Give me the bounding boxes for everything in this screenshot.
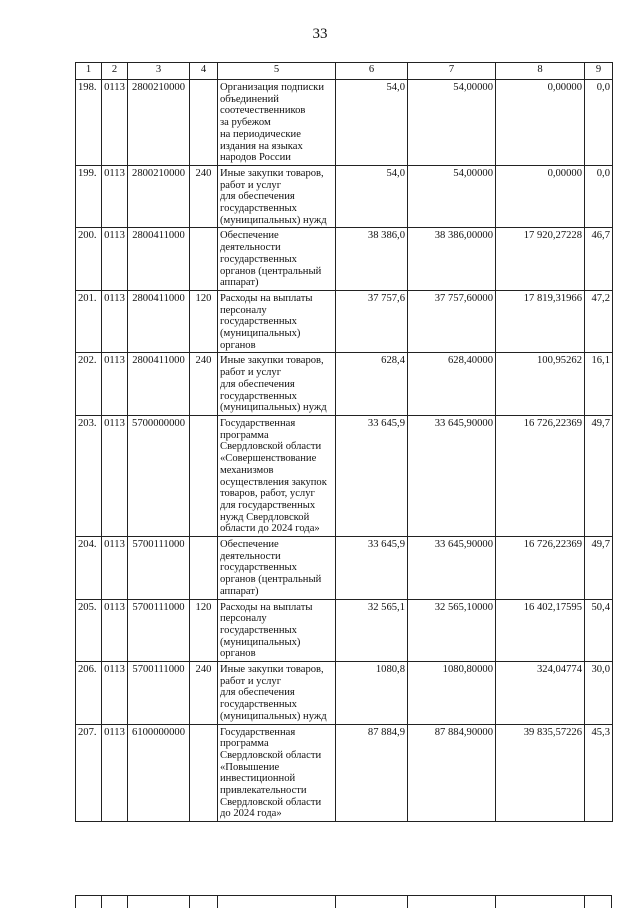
execution-percent: 49,7 (585, 537, 613, 600)
executed-amount: 0,00000 (496, 80, 585, 166)
table-row (76, 599, 613, 662)
budget-table (75, 62, 613, 822)
section-code: 0113 (102, 228, 128, 291)
section-code: 0113 (102, 537, 128, 600)
executed-amount: 16 726,22369 (496, 537, 585, 600)
refined-amount: 54,00000 (408, 165, 496, 228)
item-name: Иные закупки товаров, работ и услуг для обеспечения государственных (муниципальных) нужд (218, 353, 336, 416)
expense-type-code: 240 (190, 353, 218, 416)
target-article-code: 5700111000 (128, 599, 190, 662)
refined-amount: 628,40000 (408, 353, 496, 416)
row-number: 204. (76, 537, 102, 600)
execution-percent: 47,2 (585, 290, 613, 353)
approved-amount: 1080,8 (336, 662, 408, 725)
item-name: Иные закупки товаров, работ и услуг для обеспечения государственных (муниципальных) нужд (218, 165, 336, 228)
approved-amount: 54,0 (336, 80, 408, 166)
executed-amount: 0,00000 (496, 165, 585, 228)
refined-amount: 37 757,60000 (408, 290, 496, 353)
expense-type-code (190, 228, 218, 291)
executed-amount: 100,95262 (496, 353, 585, 416)
target-article-code: 2800411000 (128, 228, 190, 291)
item-name: Расходы на выплаты персоналу государственных (муниципальных) органов (218, 290, 336, 353)
target-article-code: 5700111000 (128, 662, 190, 725)
section-code: 0113 (102, 415, 128, 536)
refined-amount: 1080,80000 (408, 662, 496, 725)
table-row (76, 290, 613, 353)
executed-amount: 39 835,57226 (496, 724, 585, 822)
row-number: 200. (76, 228, 102, 291)
refined-amount: 38 386,00000 (408, 228, 496, 291)
executed-amount: 16 726,22369 (496, 415, 585, 536)
column-header-1: 1 (76, 63, 102, 80)
item-name: Обеспечение деятельности государственных органов (центральный аппарат) (218, 228, 336, 291)
expense-type-code (190, 537, 218, 600)
table-row (76, 80, 613, 166)
page-number: 33 (312, 26, 328, 42)
column-header-6: 6 (336, 63, 408, 80)
table-row (76, 724, 613, 822)
section-code: 0113 (102, 290, 128, 353)
item-name: Организация подписки объединений соотечественников за рубежом на периодические издания на языках народов России (218, 80, 336, 166)
refined-amount: 87 884,90000 (408, 724, 496, 822)
column-header-4: 4 (190, 63, 218, 80)
column-header-9: 9 (585, 63, 613, 80)
item-name: Расходы на выплаты персоналу государственных (муниципальных) органов (218, 599, 336, 662)
executed-amount: 16 402,17595 (496, 599, 585, 662)
approved-amount: 87 884,9 (336, 724, 408, 822)
approved-amount: 628,4 (336, 353, 408, 416)
target-article-code: 6100000000 (128, 724, 190, 822)
execution-percent: 0,0 (585, 80, 613, 166)
section-code: 0113 (102, 724, 128, 822)
execution-percent: 16,1 (585, 353, 613, 416)
table-row (76, 353, 613, 416)
executed-amount: 17 920,27228 (496, 228, 585, 291)
section-code: 0113 (102, 165, 128, 228)
target-article-code: 2800210000 (128, 80, 190, 166)
next-row-fragment (75, 895, 612, 908)
section-code: 0113 (102, 599, 128, 662)
row-number: 203. (76, 415, 102, 536)
approved-amount: 38 386,0 (336, 228, 408, 291)
approved-amount: 54,0 (336, 165, 408, 228)
target-article-code: 5700111000 (128, 537, 190, 600)
execution-percent: 0,0 (585, 165, 613, 228)
execution-percent: 46,7 (585, 228, 613, 291)
table-row (76, 662, 613, 725)
section-code: 0113 (102, 80, 128, 166)
item-name: Иные закупки товаров, работ и услуг для обеспечения государственных (муниципальных) нужд (218, 662, 336, 725)
column-header-2: 2 (102, 63, 128, 80)
row-number: 207. (76, 724, 102, 822)
column-header-8: 8 (496, 63, 585, 80)
section-code: 0113 (102, 353, 128, 416)
expense-type-code: 120 (190, 599, 218, 662)
target-article-code: 5700000000 (128, 415, 190, 536)
table-row (76, 537, 613, 600)
header-row (76, 63, 613, 80)
target-article-code: 2800411000 (128, 290, 190, 353)
column-header-3: 3 (128, 63, 190, 80)
execution-percent: 50,4 (585, 599, 613, 662)
expense-type-code (190, 415, 218, 536)
table-row (76, 165, 613, 228)
approved-amount: 32 565,1 (336, 599, 408, 662)
row-number: 202. (76, 353, 102, 416)
expense-type-code: 240 (190, 165, 218, 228)
item-name: Государственная программа Свердловской области «Совершенствование механизмов осуществления закупок товаров, работ, услуг для государственных нужд Свердловской области до 2024 года» (218, 415, 336, 536)
approved-amount: 33 645,9 (336, 537, 408, 600)
refined-amount: 33 645,90000 (408, 415, 496, 536)
row-number: 206. (76, 662, 102, 725)
executed-amount: 17 819,31966 (496, 290, 585, 353)
item-name: Обеспечение деятельности государственных органов (центральный аппарат) (218, 537, 336, 600)
execution-percent: 30,0 (585, 662, 613, 725)
expense-type-code (190, 80, 218, 166)
item-name: Государственная программа Свердловской области «Повышение инвестиционной привлекательности Свердловской области до 2024 года» (218, 724, 336, 822)
column-header-5: 5 (218, 63, 336, 80)
target-article-code: 2800210000 (128, 165, 190, 228)
refined-amount: 33 645,90000 (408, 537, 496, 600)
approved-amount: 33 645,9 (336, 415, 408, 536)
section-code: 0113 (102, 662, 128, 725)
expense-type-code (190, 724, 218, 822)
approved-amount: 37 757,6 (336, 290, 408, 353)
executed-amount: 324,04774 (496, 662, 585, 725)
column-header-7: 7 (408, 63, 496, 80)
row-number: 201. (76, 290, 102, 353)
target-article-code: 2800411000 (128, 353, 190, 416)
expense-type-code: 120 (190, 290, 218, 353)
table-row (76, 228, 613, 291)
refined-amount: 54,00000 (408, 80, 496, 166)
refined-amount: 32 565,10000 (408, 599, 496, 662)
execution-percent: 45,3 (585, 724, 613, 822)
row-number: 199. (76, 165, 102, 228)
execution-percent: 49,7 (585, 415, 613, 536)
row-number: 205. (76, 599, 102, 662)
table-body (76, 80, 613, 822)
row-number: 198. (76, 80, 102, 166)
table-row (76, 415, 613, 536)
expense-type-code: 240 (190, 662, 218, 725)
